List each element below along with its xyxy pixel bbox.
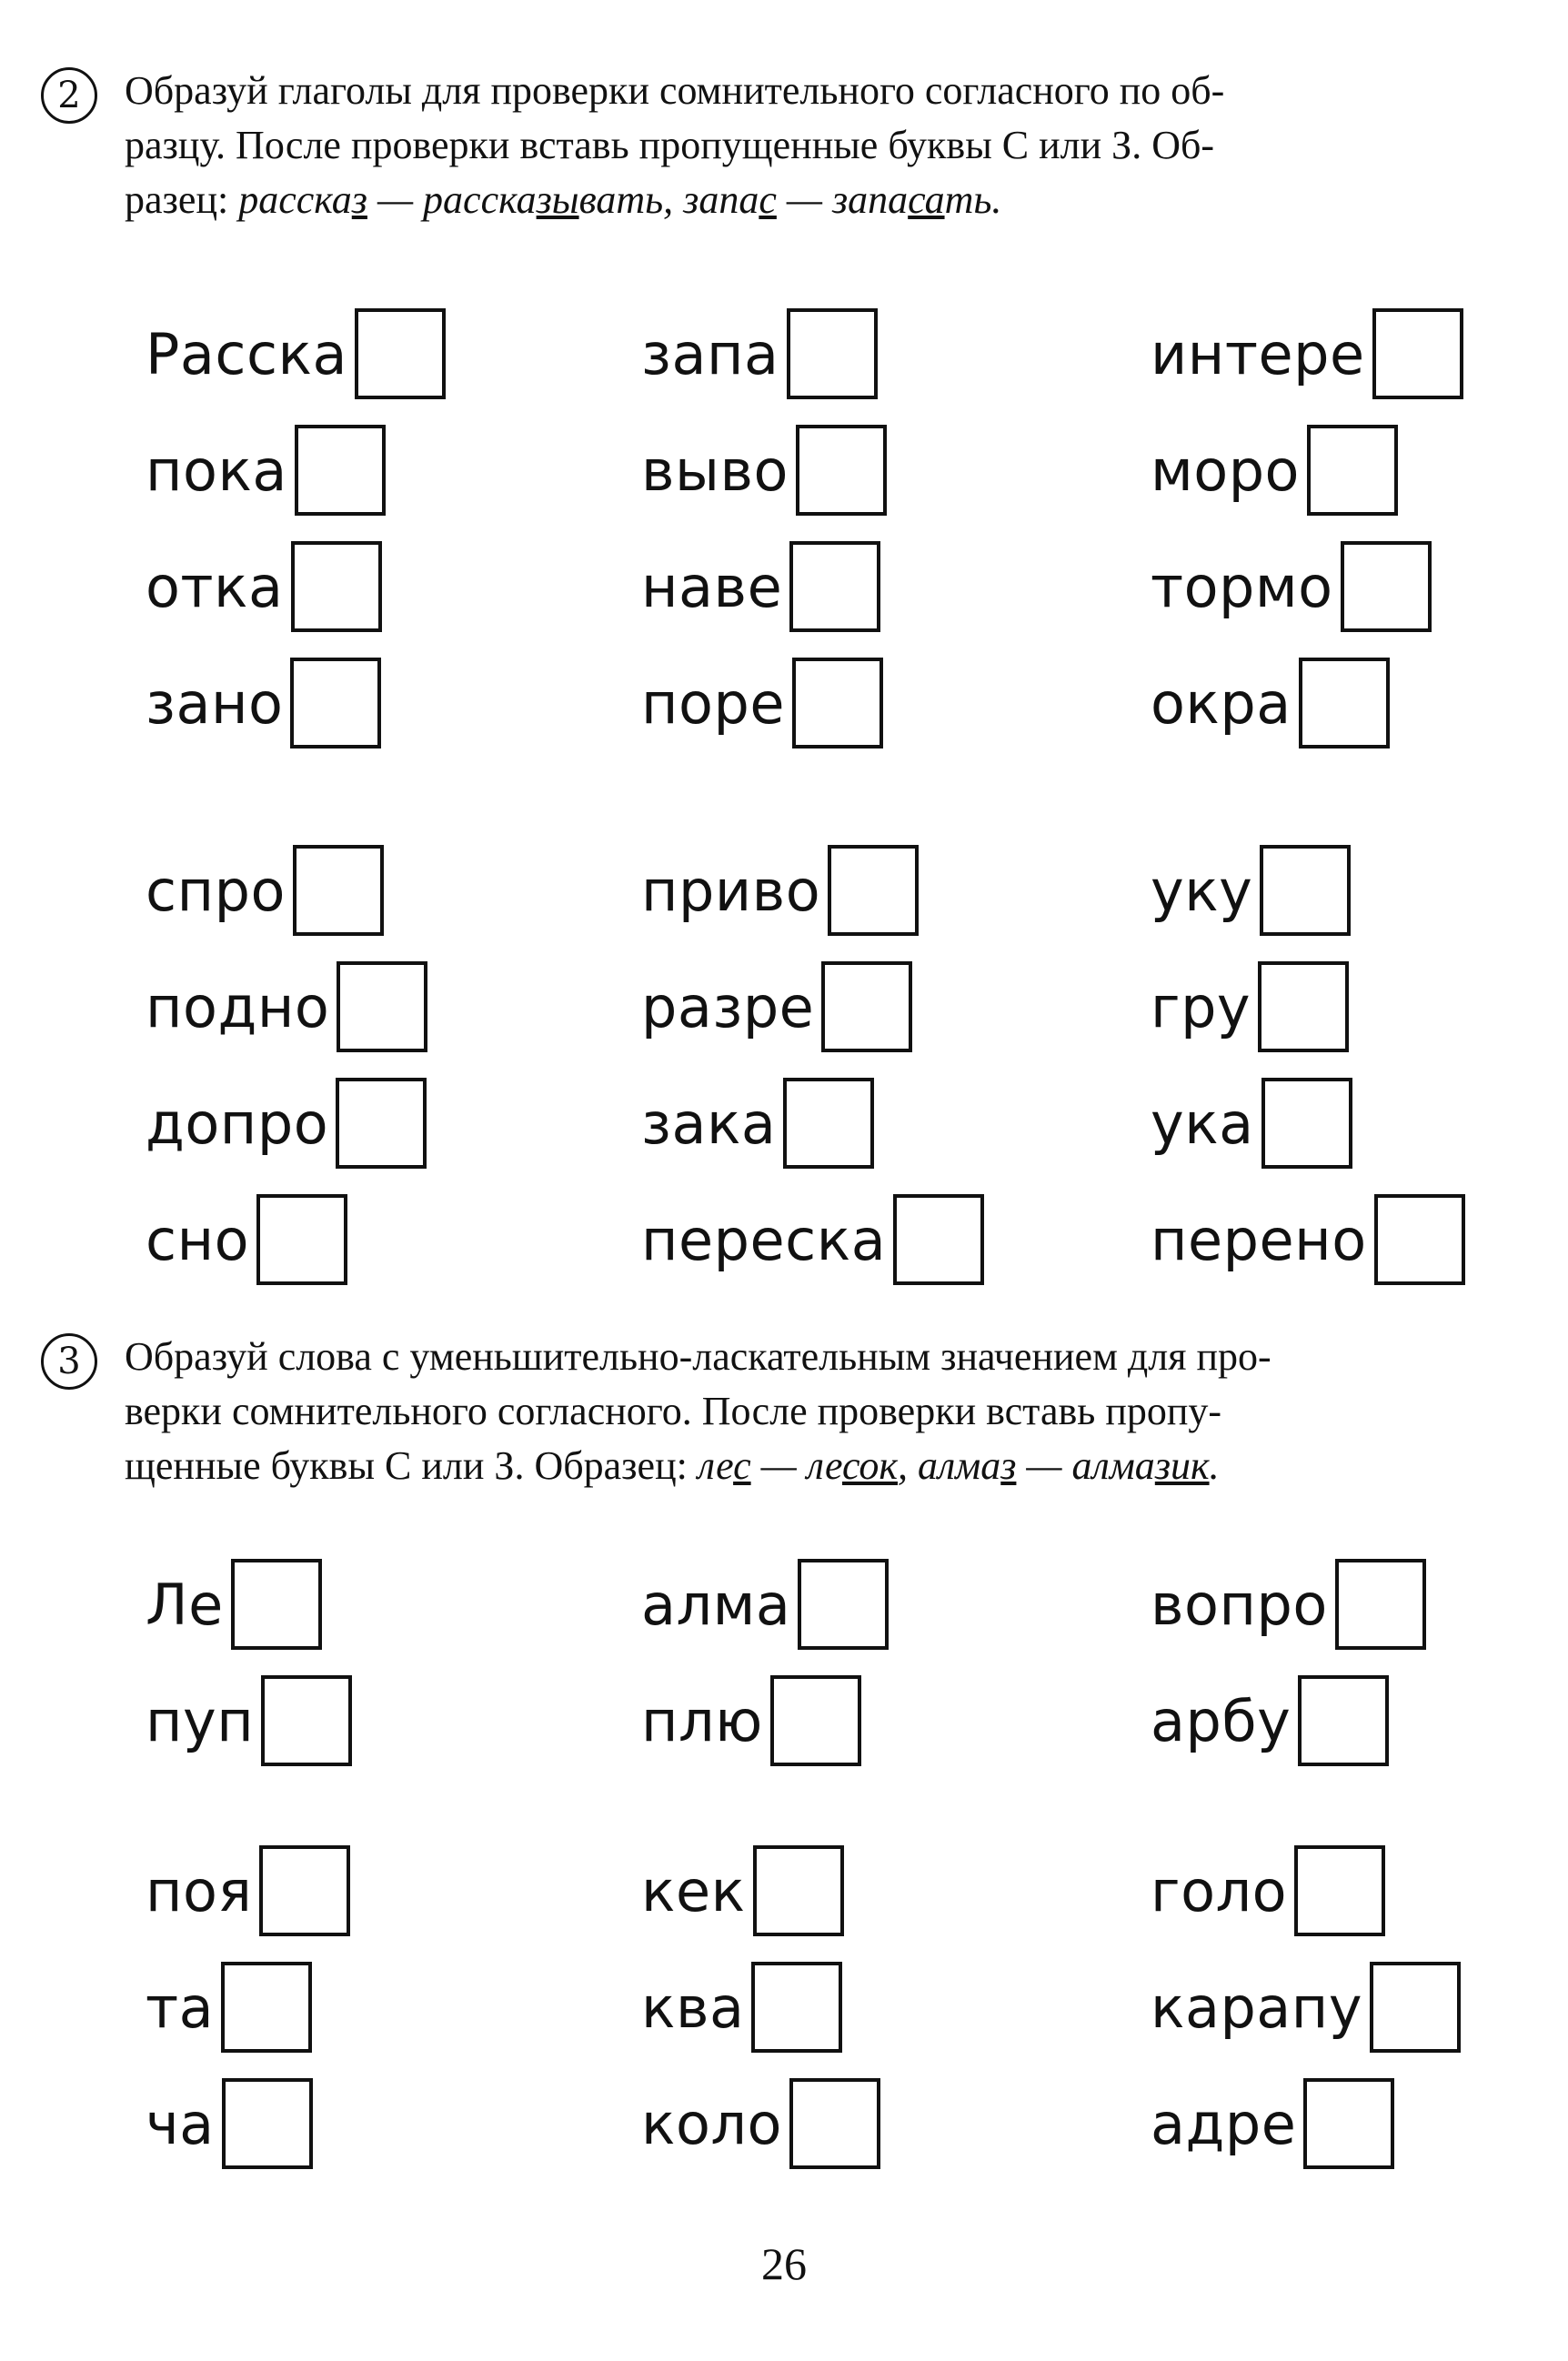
task-3 <box>41 1330 1533 1493</box>
word-stem: ква <box>641 1974 745 2041</box>
word-item <box>641 528 887 645</box>
instruction-line: разцу. После проверки вставь пропущенные буквы С или З. Об- <box>125 123 1215 167</box>
word-item <box>1151 1833 1461 1949</box>
word-item <box>641 296 887 412</box>
word-stem: кек <box>641 1857 746 1924</box>
word-column <box>1151 832 1465 1298</box>
answer-box[interactable] <box>221 1962 312 2053</box>
answer-box[interactable] <box>798 1559 889 1650</box>
word-item <box>146 645 446 761</box>
word-stem: выво <box>641 437 789 504</box>
word-stem: переска <box>641 1206 887 1273</box>
word-stem: арбу <box>1151 1687 1292 1754</box>
answer-box[interactable] <box>336 1078 427 1169</box>
word-stem: пока <box>146 437 287 504</box>
word-item <box>1151 1949 1461 2065</box>
word-item <box>146 2065 350 2182</box>
answer-box[interactable] <box>1299 658 1390 748</box>
answer-box[interactable] <box>770 1675 861 1766</box>
word-stem: интере <box>1151 320 1365 387</box>
word-column <box>641 296 887 761</box>
word-item <box>1151 832 1465 949</box>
word-stem: сно <box>146 1206 250 1273</box>
example-part: — ле <box>750 1443 842 1488</box>
word-stem: Ле <box>146 1571 224 1638</box>
answer-box[interactable] <box>796 425 887 516</box>
example <box>698 1443 1220 1488</box>
answer-box[interactable] <box>261 1675 352 1766</box>
word-column <box>641 1546 889 1779</box>
answer-box[interactable] <box>337 961 427 1052</box>
answer-box[interactable] <box>783 1078 874 1169</box>
word-stem: зака <box>641 1090 777 1157</box>
example-part: ле <box>697 1443 734 1488</box>
example-underlined-part: зы <box>536 177 579 222</box>
instruction-line: щенные буквы С или З. Образец: <box>125 1443 698 1488</box>
answer-box[interactable] <box>1294 1845 1385 1936</box>
word-item <box>1151 1663 1426 1779</box>
word-item <box>146 949 427 1065</box>
word-item <box>641 1181 984 1298</box>
word-stem: плю <box>641 1687 763 1754</box>
word-item <box>1151 1546 1426 1663</box>
word-item <box>1151 296 1463 412</box>
example-part: вать, запа <box>578 177 759 222</box>
word-stem: моро <box>1151 437 1300 504</box>
word-item <box>641 1949 880 2065</box>
word-item <box>641 949 984 1065</box>
word-item <box>641 1065 984 1181</box>
answer-box[interactable] <box>231 1559 322 1650</box>
task-number-badge: 2 <box>41 67 97 124</box>
answer-box[interactable] <box>792 658 883 748</box>
answer-box[interactable] <box>291 541 382 632</box>
example-underlined-part: с <box>759 177 777 222</box>
word-stem: отка <box>146 553 284 620</box>
answer-box[interactable] <box>1370 1962 1461 2053</box>
word-stem: адре <box>1151 2090 1297 2157</box>
word-item <box>641 412 887 528</box>
example-underlined-part: сок <box>841 1443 898 1488</box>
word-item <box>146 1181 427 1298</box>
instruction-line: разец: <box>125 177 239 222</box>
word-item <box>146 832 427 949</box>
answer-box[interactable] <box>753 1845 844 1936</box>
word-column <box>1151 1546 1426 1779</box>
word-item <box>146 528 446 645</box>
word-stem: поя <box>146 1857 253 1924</box>
word-stem: допро <box>146 1090 329 1157</box>
answer-box[interactable] <box>293 845 384 936</box>
word-item <box>146 296 446 412</box>
word-item <box>641 1546 889 1663</box>
answer-box[interactable] <box>1298 1675 1389 1766</box>
example-underlined-part: з <box>351 177 367 222</box>
answer-box[interactable] <box>1258 961 1349 1052</box>
example-underlined-part: са <box>908 177 945 222</box>
instruction-line: Образуй слова с уменьшительно-ласкательным значением для про- <box>125 1334 1271 1379</box>
answer-box[interactable] <box>256 1194 347 1285</box>
word-stem: гру <box>1151 973 1251 1040</box>
example-part: , алма <box>897 1443 1001 1488</box>
word-item <box>1151 2065 1461 2182</box>
answer-box[interactable] <box>259 1845 350 1936</box>
answer-box[interactable] <box>787 308 878 399</box>
answer-box[interactable] <box>828 845 919 936</box>
word-stem: поре <box>641 669 785 737</box>
answer-box[interactable] <box>1261 1078 1352 1169</box>
word-stem: коло <box>641 2090 782 2157</box>
answer-box[interactable] <box>355 308 446 399</box>
word-item <box>146 1065 427 1181</box>
answer-box[interactable] <box>1303 2078 1394 2169</box>
word-stem: окра <box>1151 669 1292 737</box>
instruction-line: Образуй глаголы для проверки сомнительного согласного по об- <box>125 68 1225 113</box>
example <box>238 177 1001 222</box>
word-item <box>146 1833 350 1949</box>
word-item <box>641 1833 880 1949</box>
word-stem: уку <box>1151 857 1253 924</box>
word-stem: вопро <box>1151 1571 1328 1638</box>
answer-box[interactable] <box>893 1194 984 1285</box>
word-item <box>146 1663 352 1779</box>
answer-box[interactable] <box>751 1962 842 2053</box>
word-stem: алма <box>641 1571 791 1638</box>
word-stem: приво <box>641 857 821 924</box>
word-item <box>641 645 887 761</box>
answer-box[interactable] <box>1260 845 1351 936</box>
word-stem: карапу <box>1151 1974 1363 2041</box>
word-column <box>1151 296 1463 761</box>
task-2 <box>41 64 1533 227</box>
example-part: — запа <box>776 177 909 222</box>
answer-box[interactable] <box>290 658 381 748</box>
answer-box[interactable] <box>1307 425 1398 516</box>
task-instructions <box>125 64 1533 227</box>
example-part: — алма <box>1016 1443 1155 1488</box>
word-stem: ука <box>1151 1090 1254 1157</box>
word-item <box>1151 528 1463 645</box>
word-column <box>146 1833 350 2182</box>
instruction-line: верки сомнительного согласного. После проверки вставь пропу- <box>125 1389 1222 1433</box>
word-stem: наве <box>641 553 783 620</box>
page-number: 26 <box>761 2238 807 2289</box>
word-item <box>1151 645 1463 761</box>
example-underlined-part: с <box>733 1443 751 1488</box>
word-stem: подно <box>146 973 330 1040</box>
word-stem: та <box>146 1974 215 2041</box>
example-part: расска <box>238 177 352 222</box>
word-stem: пуп <box>146 1687 255 1754</box>
word-item <box>1151 1181 1465 1298</box>
answer-box[interactable] <box>789 2078 880 2169</box>
answer-box[interactable] <box>1341 541 1432 632</box>
word-item <box>1151 1065 1465 1181</box>
word-item <box>146 412 446 528</box>
word-stem: Расска <box>146 320 347 387</box>
word-item <box>641 1663 889 1779</box>
word-stem: ча <box>146 2090 215 2157</box>
word-stem: запа <box>641 320 779 387</box>
word-item <box>146 1546 352 1663</box>
word-stem: спро <box>146 857 286 924</box>
example-part: . <box>1209 1443 1220 1488</box>
word-column <box>146 296 446 761</box>
answer-box[interactable] <box>1372 308 1463 399</box>
example-part: — расска <box>367 177 537 222</box>
example-underlined-part: зик <box>1154 1443 1210 1488</box>
word-item <box>146 1949 350 2065</box>
word-stem: голо <box>1151 1857 1288 1924</box>
word-stem: зано <box>146 669 284 737</box>
word-item <box>1151 412 1463 528</box>
word-column <box>146 832 427 1298</box>
word-column <box>1151 1833 1461 2182</box>
answer-box[interactable] <box>1374 1194 1465 1285</box>
task-instructions <box>125 1330 1533 1493</box>
word-item <box>1151 949 1465 1065</box>
word-column <box>146 1546 352 1779</box>
word-item <box>641 832 984 949</box>
example-part: ть. <box>944 177 1002 222</box>
answer-box[interactable] <box>789 541 880 632</box>
word-stem: перено <box>1151 1206 1367 1273</box>
word-stem: разре <box>641 973 815 1040</box>
answer-box[interactable] <box>1335 1559 1426 1650</box>
word-column <box>641 1833 880 2182</box>
task-number-badge: 3 <box>41 1333 97 1390</box>
example-underlined-part: з <box>1000 1443 1017 1488</box>
word-item <box>641 2065 880 2182</box>
answer-box[interactable] <box>222 2078 313 2169</box>
word-stem: тормо <box>1151 553 1333 620</box>
word-column <box>641 832 984 1298</box>
answer-box[interactable] <box>821 961 912 1052</box>
answer-box[interactable] <box>295 425 386 516</box>
